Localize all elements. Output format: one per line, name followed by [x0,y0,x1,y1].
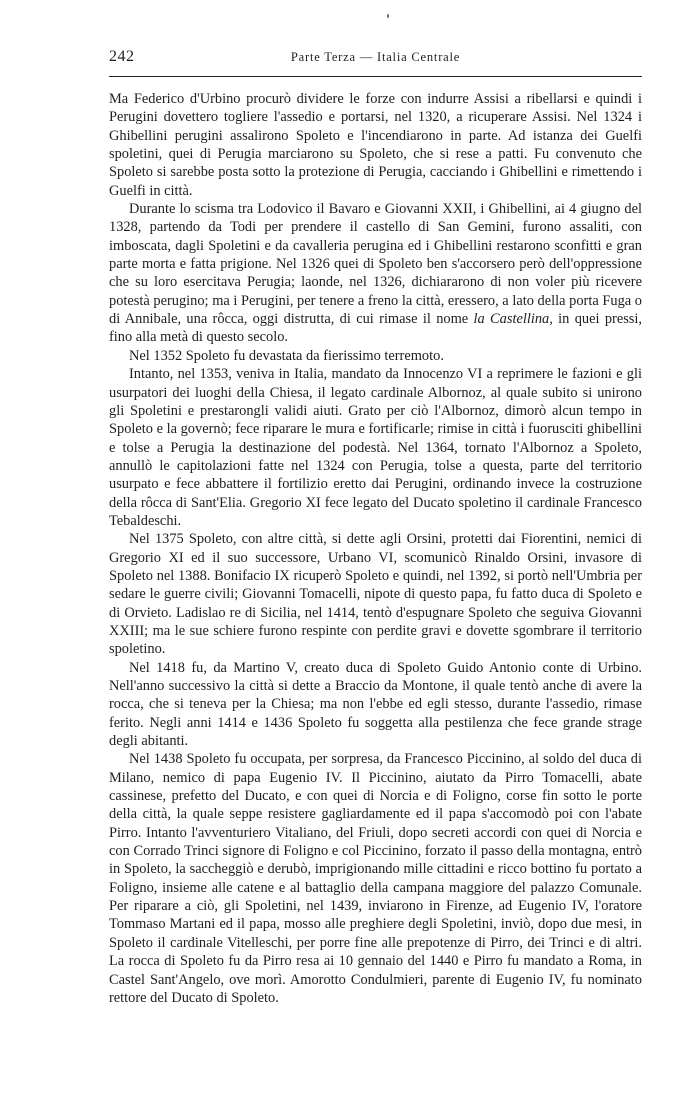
paragraph: Nel 1352 Spoleto fu devastata da fierissimo terremoto. [129,347,444,364]
header-rule [109,76,642,77]
paragraph: Nel 1438 Spoleto fu occupata, per sorpresa, da Francesco Piccinino, al soldo del duca di Milano, nemico di papa Eugenio IV. Il Piccinino, aiutato da Pirro Tomacelli, abate cassinese, prefetto del Ducato, e con quei di Norcia e di Foligno, corse fin sotto le porte della città, la quale seppe resistere gagliardamente ed il papa s'accomodò poi con l'abate Pirro. Intanto l'avventuriero Vitaliano, del Friuli, dopo secreti accordi con quei di Norcia e con Corrado Trinci signore di Foligno e col Piccinino, forzato il passo della montagna, entrò in Spoleto, la saccheggiò e derubò, imprigionando mille cittadini e ricco bottino fu portato a Foligno, insieme alle catene e al battaglio della campana maggiore del palazzo Comunale. Per riparare a ciò, gli Spoletini, nel 1439, inviarono in Firenze, ad Eugenio IV, l'oratore Tommaso Martani ed il papa, mosso alle preghiere degli Spoletini, inviò, dopo due mesi, in Spoleto il cardinale Vitelleschi, per porre fine alle prepotenze di Pirro, dei Trinci e di altri. La rocca di Spoleto fu da Pirro resa ai 10 gennaio del 1440 e Pirro fu mandato a Roma, in Castel Sant'Angelo, ove morì. Amorotto Condulmieri, parente di Eugenio IV, fu nominato rettore del Ducato di Spoleto. [109,751,642,1006]
running-title: Parte Terza — Italia Centrale [290,50,461,64]
page-header [109,48,642,72]
italic-place-name: la Castellina, [473,311,553,328]
paragraph: Intanto, nel 1353, veniva in Italia, mandato da Innocenzo VI a reprimere le fazioni e gli usurpatori dei luoghi della Chiesa, il legato cardinale Albornoz, al quale subito si unirono gli Spoletini e prestarongli validi aiuti. Grato per ciò l'Albornoz, dimorò alcun tempo in Spoleto e la governò; fece riparare le mura e fortificarle; rimise in città i fuorusciti ghibellini e tolse a Perugia la destinazione del podestà. Nel 1364, tornato l'Albornoz a Spoleto, annullò le capitolazioni fatte nel 1324 con Perugia, tolse a questa, parte del territorio usurpato e fece abbattere il fortilizio eretto dai Perugini, ordinando invece la costruzione della rôcca di Sant'Elia. Gregorio XI fece legato del Ducato spoletino il cardinale Francesco Tebaldeschi. [109,366,642,529]
paragraph: Nel 1418 fu, da Martino V, creato duca di Spoleto Guido Antonio conte di Urbino. Nell'anno successivo la città si dette a Braccio da Montone, il quale tentò anche di avere la rocca, che si teneva per la Chiesa; ma non l'ebbe ed egli stesso, durante l'assedio, rimase ferito. Negli anni 1414 e 1436 Spoleto fu soggetta alla pestilenza che fece grande strage degli abitanti. [109,659,642,750]
paragraph: Nel 1375 Spoleto, con altre città, si dette agli Orsini, protetti dai Fiorentini, nemici di Gregorio XI ed il suo successore, Urbano VI, scomunicò Rinaldo Orsini, invasore di Spoleto nel 1388. Bonifacio IX ricuperò Spoleto e quindi, nel 1392, si portò nell'Umbria per sedare le guerre civili; Giovanni Tomacelli, nipote di questo papa, fu fatto duca di Spoleto e di Orvieto. Ladislao re di Sicilia, nel 1414, tentò d'espugnare Spoleto che seguiva Giovanni XXIII; ma le sue schiere furono respinte con perdite gravi e dovette sgombrare il territorio spoletino. [109,531,642,658]
paragraph: Ma Federico d'Urbino procurò dividere le forze con indurre Assisi a ribellarsi e quindi i Perugini dovettero togliere l'assedio e portarsi, nel 1320, a ricuperare Assisi. Nel 1324 i Ghibellini perugini assalirono Spoleto e l'incendiarono in parte. Ad istanza dei Guelfi spoletini, quei di Perugia marciarono su Spoleto, che si rese a patti. Fu convenuto che Spoleto si sarebbe posta sotto la protezione di Perugia, cacciando i Ghibellini e rimettendo i Guelfi in città. [109,91,642,199]
body-text [109,90,642,1007]
paragraph [109,200,642,347]
page-number: 242 [109,48,135,65]
paragraph-text: Durante lo scisma tra Lodovico il Bavaro e Giovanni XXII, i Ghibellini, ai 4 giugno del 1328, partendo da Todi per prendere il castello di San Gemini, furono assaliti, con imboscata, dagli Spoletini e da cavalleria perugina ed i Ghibellini restarono sconfitti e gran parte morta e fatta prigione. Nel 1326 quei di Spoleto ben s'accorsero però dell'oppressione che su loro esercitava Perugia; laonde, nel 1326, dichiararono di non voler più ricevere potestà perugino; ma i Perugini, per tenere a freno la città, eressero, a lato della porta Fuga o di Annibale, una rôcca, oggi distrutta, di cui rimase il nome [109,201,642,328]
print-speck [387,14,389,18]
paragraph-text: in quei pressi, fino alla metà di questo secolo. [109,311,643,346]
